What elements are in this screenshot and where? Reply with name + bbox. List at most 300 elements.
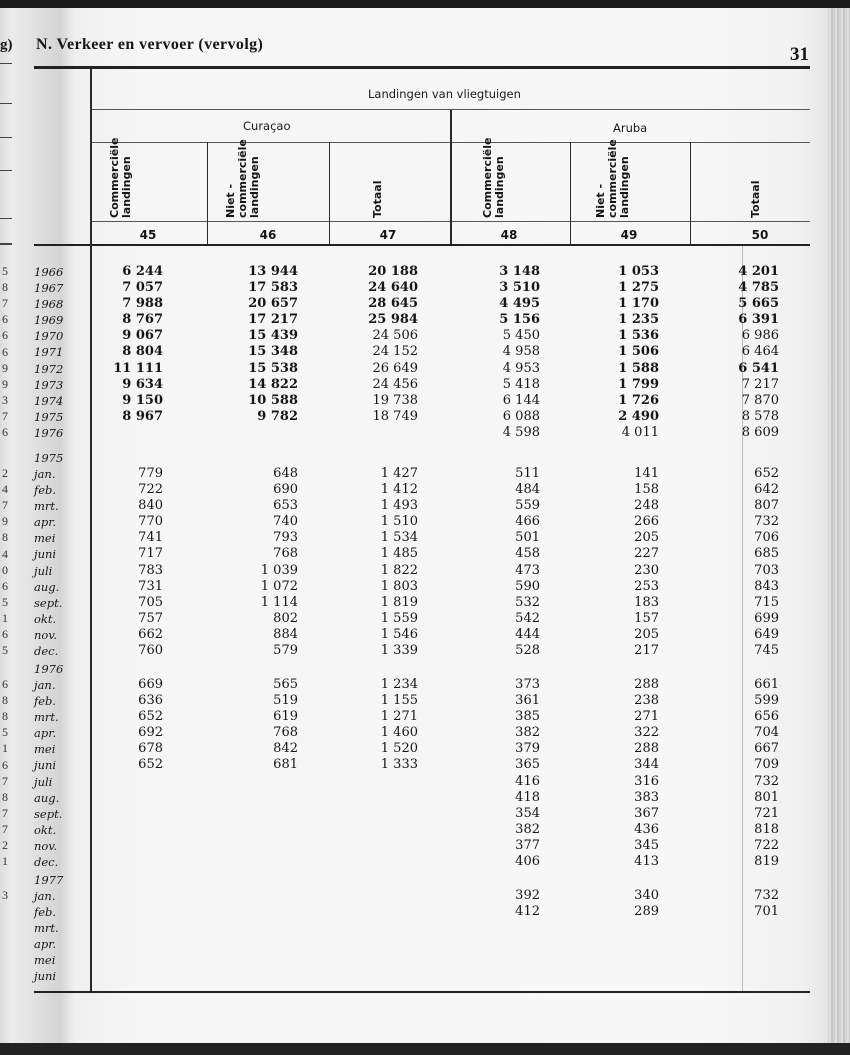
- cell: 458: [515, 546, 540, 562]
- cell: 9 067: [122, 328, 163, 344]
- cell: 653: [273, 498, 298, 514]
- cell: 542: [515, 610, 540, 626]
- cell: 248: [634, 498, 659, 514]
- cell: 731: [138, 578, 163, 594]
- cell: 1 114: [260, 594, 298, 610]
- cell: 681: [273, 757, 298, 773]
- cell: [634, 936, 659, 952]
- year-heading: 1975: [34, 450, 64, 465]
- cell: 732: [754, 773, 779, 789]
- margin-digit: 1: [2, 741, 8, 756]
- column-46: [261, 466, 298, 659]
- column-45: [138, 677, 163, 870]
- cell: 652: [138, 757, 163, 773]
- cell: 26 649: [372, 360, 418, 376]
- column-48: [515, 677, 540, 870]
- row-label: 1971: [34, 345, 64, 360]
- cell: 1 271: [380, 709, 418, 725]
- cell: 484: [515, 482, 540, 498]
- cell: 227: [634, 546, 659, 562]
- cell: 18 749: [372, 408, 418, 424]
- row-label: apr.: [34, 937, 57, 952]
- header-divider: [207, 142, 208, 244]
- cell: 4 495: [499, 296, 540, 312]
- cell: 24 506: [372, 328, 418, 344]
- cell: 579: [273, 643, 298, 659]
- cell: 25 984: [368, 312, 418, 328]
- cell: 6 144: [502, 392, 540, 408]
- row-label: 1969: [34, 313, 64, 328]
- cell: 418: [515, 789, 540, 805]
- column-header-line: landingen: [493, 156, 506, 218]
- row-label: aug.: [34, 579, 60, 594]
- column-header-line: commerciële: [606, 139, 619, 218]
- cell: 1 534: [380, 530, 418, 546]
- cell: 5 665: [738, 296, 779, 312]
- column-47: [381, 466, 418, 659]
- cell: 322: [634, 725, 659, 741]
- cell: [273, 838, 298, 854]
- cell: 436: [634, 821, 659, 837]
- column-number: 50: [751, 228, 769, 242]
- column-number: 48: [500, 228, 518, 242]
- margin-digit: 6: [2, 425, 8, 439]
- cell: 15 538: [248, 360, 298, 376]
- column-50: [754, 466, 779, 659]
- cell: 183: [634, 594, 659, 610]
- cell: 412: [515, 904, 540, 920]
- cell: 20 657: [248, 296, 298, 312]
- cell: 288: [634, 741, 659, 757]
- row-label: sept.: [34, 595, 63, 610]
- margin-digit: 5: [2, 594, 8, 609]
- margin-digit: 6: [2, 312, 8, 327]
- cell: 656: [754, 709, 779, 725]
- row-label: mrt.: [34, 499, 59, 514]
- cell: 8 804: [122, 344, 163, 360]
- cell: 884: [273, 626, 298, 642]
- region-curacao: Curaçao: [243, 119, 291, 133]
- cell: 1 339: [380, 643, 418, 659]
- main-header: Landingen van vliegtuigen: [368, 87, 521, 101]
- row-label: sept.: [34, 806, 63, 821]
- cell: 382: [515, 821, 540, 837]
- cell: [273, 774, 298, 790]
- cell: 7 988: [122, 296, 163, 312]
- margin-digit: 3: [2, 888, 8, 902]
- cell: 205: [634, 626, 659, 642]
- cell: [515, 952, 540, 968]
- margin-digit: 8: [2, 693, 8, 708]
- cell: 8 767: [122, 312, 163, 328]
- margin-digit: 6: [2, 328, 8, 343]
- cell: 373: [515, 677, 540, 692]
- cell: 801: [754, 789, 779, 805]
- column-48: [499, 264, 540, 441]
- margin-digit: 6: [2, 344, 8, 359]
- cell: 24 152: [372, 344, 418, 360]
- row-label: 1967: [34, 281, 64, 296]
- cell: 740: [273, 514, 298, 530]
- cell: 11 111: [113, 360, 163, 376]
- cell: 661: [754, 677, 779, 692]
- margin-digit: 5: [2, 725, 8, 740]
- cell: [515, 968, 540, 984]
- cell: 253: [634, 578, 659, 594]
- column-47: [381, 677, 418, 870]
- row-labels: [34, 677, 62, 870]
- row-label: okt.: [34, 611, 57, 626]
- cell: 1 726: [618, 392, 659, 408]
- cell: 1 333: [380, 757, 418, 773]
- cell: [381, 774, 418, 790]
- cell: 1 536: [618, 328, 659, 344]
- row-label: 1973: [34, 377, 64, 392]
- cell: 706: [754, 530, 779, 546]
- cell: 383: [634, 789, 659, 805]
- margin-digit: 2: [2, 466, 8, 480]
- cell: 365: [515, 757, 540, 773]
- cell: 367: [634, 805, 659, 821]
- row-label: 1974: [34, 393, 64, 408]
- cell: 1 170: [618, 296, 659, 312]
- cell: 709: [754, 757, 779, 773]
- cell: [634, 968, 659, 984]
- column-50: [754, 888, 779, 985]
- margin-digit: 8: [2, 280, 8, 295]
- row-labels: [34, 264, 63, 441]
- row-label: juni: [34, 758, 57, 773]
- cell: 649: [754, 626, 779, 642]
- cell: 238: [634, 693, 659, 709]
- cell: 1 546: [380, 626, 418, 642]
- column-number: 47: [379, 228, 397, 242]
- cell: 636: [138, 693, 163, 709]
- cell: 6 541: [738, 360, 779, 376]
- column-header-line: Totaal: [749, 180, 762, 218]
- cell: 4 201: [738, 264, 779, 279]
- cell: 406: [515, 854, 540, 870]
- cell: 652: [138, 709, 163, 725]
- column-49: [634, 677, 659, 870]
- cell: 1 819: [380, 594, 418, 610]
- cell: 528: [515, 643, 540, 659]
- cell: 345: [634, 837, 659, 853]
- cell: 1 235: [618, 312, 659, 328]
- column-header-line: landingen: [248, 156, 261, 218]
- cell: 6 464: [741, 344, 779, 360]
- column-50: [754, 677, 779, 870]
- cell: 705: [138, 594, 163, 610]
- row-label: 1970: [34, 329, 64, 344]
- cell: 732: [754, 888, 779, 903]
- cell: 1 039: [260, 562, 298, 578]
- year-heading: 1977: [34, 872, 64, 887]
- cell: [754, 968, 779, 984]
- cell: 1 485: [380, 546, 418, 562]
- column-number: 49: [620, 228, 638, 242]
- column-number: 45: [139, 228, 157, 242]
- cell: 473: [515, 562, 540, 578]
- cell: 444: [515, 626, 540, 642]
- row-labels: [34, 888, 59, 985]
- cell: [754, 936, 779, 952]
- cell: [138, 838, 163, 854]
- year-heading: 1976: [34, 661, 64, 676]
- cell: 678: [138, 741, 163, 757]
- cell: 1 799: [618, 376, 659, 392]
- bottom-rule: [34, 991, 810, 993]
- column-header-line: landingen: [120, 156, 133, 218]
- column-49: [634, 466, 659, 659]
- cell: 1 155: [380, 693, 418, 709]
- cell: 416: [515, 773, 540, 789]
- margin-digit: 6: [2, 627, 8, 641]
- cell: 3 510: [499, 280, 540, 296]
- cell: 501: [515, 530, 540, 546]
- column-header-line: commerciële: [236, 139, 249, 218]
- row-label: 1972: [34, 361, 64, 376]
- cell: 158: [634, 482, 659, 498]
- column-49: [618, 264, 659, 441]
- row-label: mrt.: [34, 921, 59, 936]
- cell: 669: [138, 677, 163, 692]
- row-label: 1966: [34, 265, 64, 279]
- margin-digit: 1: [2, 854, 8, 869]
- cell: 230: [634, 562, 659, 578]
- row-label: okt.: [34, 822, 57, 837]
- row-label: juni: [34, 969, 57, 984]
- cell: 619: [273, 709, 298, 725]
- row-label: mrt.: [34, 710, 59, 725]
- row-label: apr.: [34, 726, 57, 741]
- cell: 1 506: [618, 344, 659, 360]
- cell: 768: [273, 546, 298, 562]
- cell: [381, 854, 418, 870]
- margin-digit: 7: [2, 805, 8, 820]
- row-label: feb.: [34, 694, 57, 709]
- cell: 2 490: [618, 408, 659, 424]
- cell: 7 870: [741, 392, 779, 408]
- cell: 4 598: [502, 424, 540, 440]
- header-bottom-rule: [34, 244, 810, 246]
- margin-digit: 9: [2, 376, 8, 391]
- cell: 8 967: [122, 408, 163, 424]
- cell: [515, 936, 540, 952]
- cell: 768: [273, 725, 298, 741]
- cell: 15 348: [248, 344, 298, 360]
- cell: 685: [754, 546, 779, 562]
- margin-digit: 4: [2, 482, 8, 497]
- stub-divider: [90, 69, 92, 991]
- row-label: mei: [34, 953, 56, 968]
- row-label: dec.: [34, 855, 59, 870]
- cell: 9 782: [257, 408, 298, 424]
- cell: 15 439: [248, 328, 298, 344]
- cell: 6 986: [741, 328, 779, 344]
- cell: 704: [754, 725, 779, 741]
- row-label: jan.: [34, 467, 56, 481]
- header-divider: [570, 142, 571, 244]
- cell: 717: [138, 546, 163, 562]
- row-label: feb.: [34, 905, 57, 920]
- cell: 818: [754, 821, 779, 837]
- cell: 741: [138, 530, 163, 546]
- cell: 1 275: [618, 280, 659, 296]
- cell: [381, 806, 418, 822]
- cell: [138, 806, 163, 822]
- cell: 842: [273, 741, 298, 757]
- cell: 802: [273, 610, 298, 626]
- column-50: [738, 264, 779, 441]
- row-labels: [34, 466, 62, 659]
- column-header-line: Totaal: [371, 180, 384, 218]
- cell: [248, 425, 298, 441]
- margin-digit: 6: [2, 677, 8, 691]
- margin-rule: [0, 218, 12, 219]
- row-label: feb.: [34, 483, 57, 498]
- cell: 1 234: [380, 677, 418, 692]
- cell: 6 244: [122, 264, 163, 279]
- cell: 1 822: [380, 562, 418, 578]
- cell: 4 011: [621, 424, 659, 440]
- cell: 19 738: [372, 392, 418, 408]
- row-label: aug.: [34, 790, 60, 805]
- margin-rule: [0, 63, 12, 64]
- cell: 289: [634, 904, 659, 920]
- cell: 316: [634, 773, 659, 789]
- column-header-line: landingen: [618, 156, 631, 218]
- cell: 840: [138, 498, 163, 514]
- cell: [138, 854, 163, 870]
- margin-digit: 7: [2, 408, 8, 423]
- cell: 382: [515, 725, 540, 741]
- cell: 783: [138, 562, 163, 578]
- margin-fragment: g): [0, 37, 13, 53]
- cell: [273, 790, 298, 806]
- cell: 20 188: [368, 264, 418, 279]
- cell: 760: [138, 643, 163, 659]
- column-48: [515, 466, 540, 659]
- cell: 9 150: [122, 392, 163, 408]
- cell: 642: [754, 482, 779, 498]
- cell: 205: [634, 530, 659, 546]
- cell: 599: [754, 693, 779, 709]
- margin-digit: 7: [2, 498, 8, 513]
- margin-digit: 8: [2, 530, 8, 545]
- margin-digit: 1: [2, 610, 8, 625]
- margin-rule: [0, 103, 12, 104]
- cell: 361: [515, 693, 540, 709]
- cell: [273, 854, 298, 870]
- cell: 701: [754, 904, 779, 920]
- cell: 377: [515, 837, 540, 853]
- cell: [381, 838, 418, 854]
- column-header-50: [750, 181, 762, 218]
- row-label: juli: [34, 774, 53, 789]
- margin-digit: 8: [2, 709, 8, 724]
- cell: 732: [754, 514, 779, 530]
- cell: 157: [634, 610, 659, 626]
- cell: 344: [634, 757, 659, 773]
- row-label: nov.: [34, 627, 58, 642]
- column-header-line: Niet -: [224, 183, 237, 218]
- margin-digit: 5: [2, 264, 8, 278]
- margin-digit: 5: [2, 643, 8, 658]
- cell: 141: [634, 466, 659, 481]
- cell: 652: [754, 466, 779, 481]
- cell: 3 148: [499, 264, 540, 279]
- margin-digit: 6: [2, 757, 8, 772]
- cell: [381, 790, 418, 806]
- margin-digit: 6: [2, 578, 8, 593]
- cell: 28 645: [368, 296, 418, 312]
- cell: 648: [273, 466, 298, 481]
- header-divider: [690, 142, 691, 244]
- cell: 1 412: [380, 482, 418, 498]
- cell: 721: [754, 805, 779, 821]
- cell: 413: [634, 854, 659, 870]
- cell: 1 588: [618, 360, 659, 376]
- cell: 745: [754, 643, 779, 659]
- row-label: jan.: [34, 678, 56, 692]
- margin-digit: 0: [2, 562, 8, 577]
- cell: 6 088: [502, 408, 540, 424]
- column-header-line: Niet -: [594, 183, 607, 218]
- top-rule: [34, 66, 810, 69]
- cell: 532: [515, 594, 540, 610]
- row-label: mei: [34, 531, 56, 546]
- column-header-line: Commerciële: [481, 137, 494, 218]
- row-label: apr.: [34, 515, 57, 530]
- cell: 340: [634, 888, 659, 903]
- cell: 10 588: [248, 392, 298, 408]
- row-label: dec.: [34, 644, 59, 659]
- cell: 288: [634, 677, 659, 692]
- margin-digit: 4: [2, 546, 8, 561]
- region-divider: [450, 110, 452, 244]
- cell: 667: [754, 741, 779, 757]
- cell: 14 822: [248, 376, 298, 392]
- cell: 662: [138, 626, 163, 642]
- cell: 5 450: [502, 328, 540, 344]
- cell: 17 217: [248, 312, 298, 328]
- cell: 843: [754, 578, 779, 594]
- cell: 770: [138, 514, 163, 530]
- cell: [138, 822, 163, 838]
- cell: [368, 425, 418, 441]
- row-label: 1976: [34, 425, 64, 440]
- margin-rule: [0, 137, 12, 138]
- cell: 5 418: [502, 376, 540, 392]
- cell: 271: [634, 709, 659, 725]
- margin-digit: 3: [2, 392, 8, 407]
- cell: [754, 920, 779, 936]
- cell: 379: [515, 741, 540, 757]
- cell: 1 460: [380, 725, 418, 741]
- column-header-47: [372, 181, 384, 218]
- page-number: 31: [790, 44, 809, 65]
- cell: 1 803: [380, 578, 418, 594]
- cell: 7 217: [741, 376, 779, 392]
- column-46: [248, 264, 298, 441]
- cell: 1 510: [380, 514, 418, 530]
- cell: 1 427: [380, 466, 418, 481]
- column-header-48: [482, 138, 506, 218]
- cell: 1 559: [380, 610, 418, 626]
- cell: 692: [138, 725, 163, 741]
- cell: 385: [515, 709, 540, 725]
